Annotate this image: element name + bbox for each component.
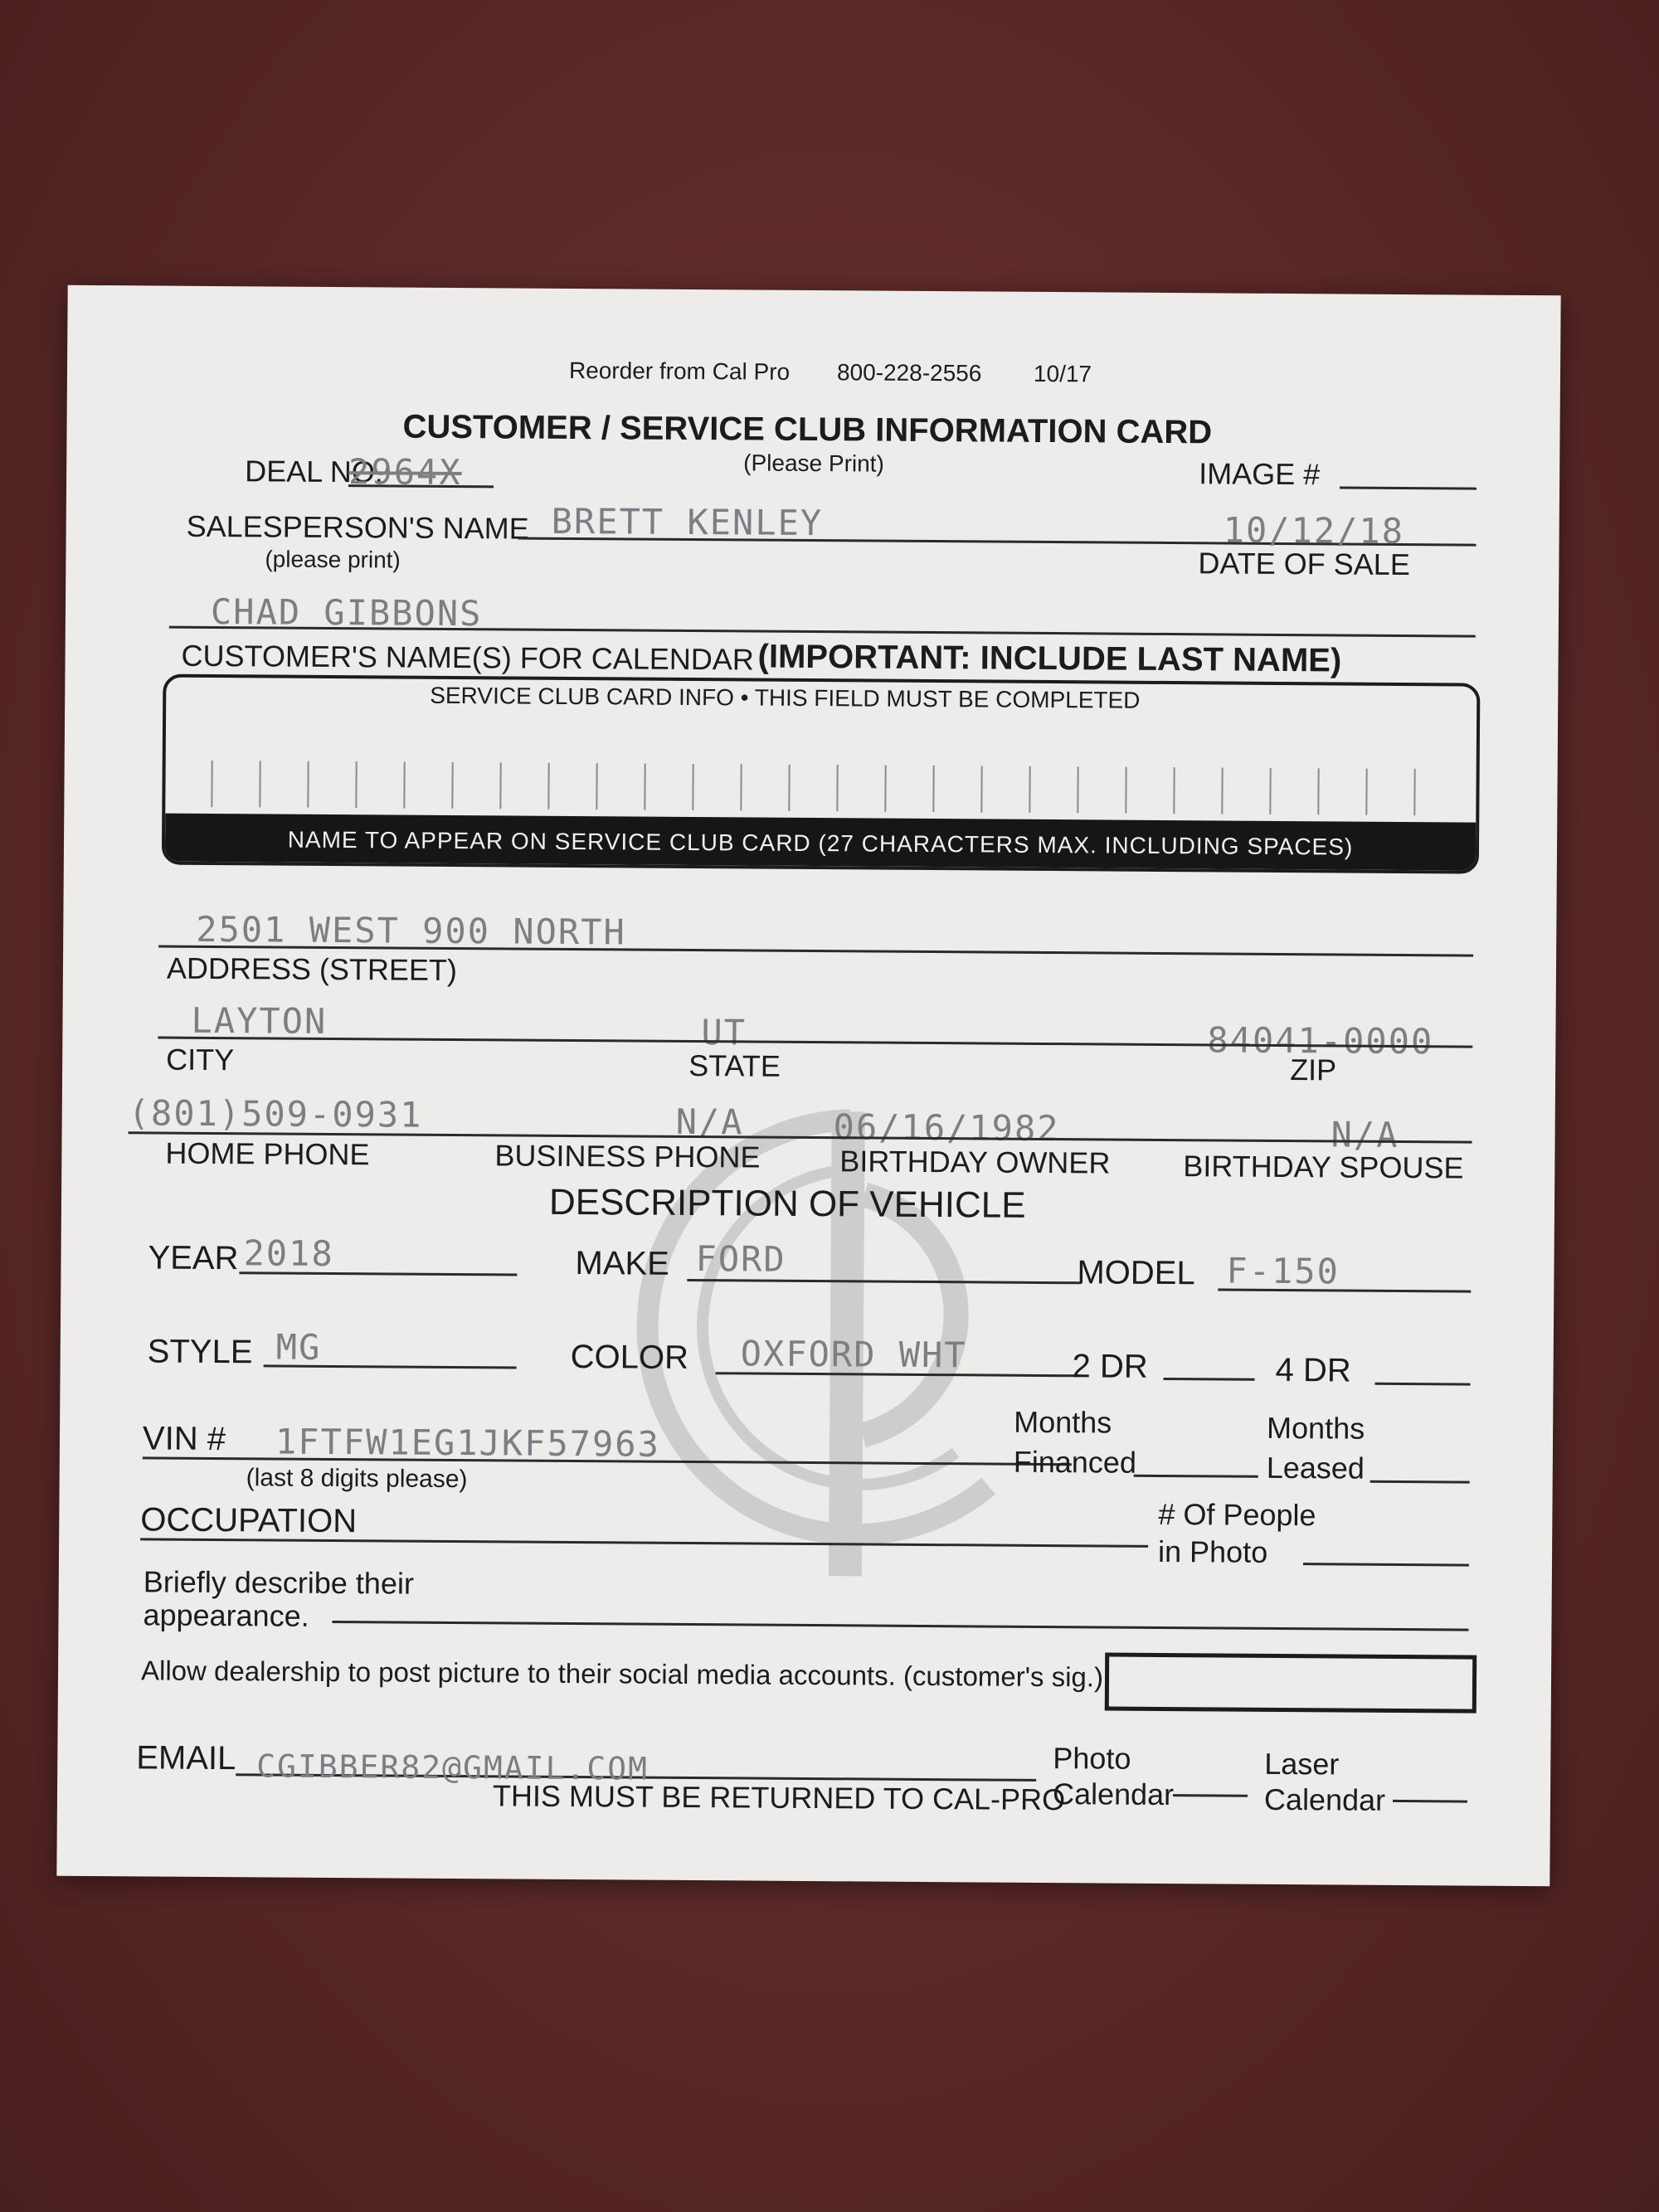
customer-name-value[interactable]: CHAD GIBBONS xyxy=(210,591,483,634)
months-financed-line xyxy=(1134,1475,1258,1478)
birthday-owner-label: BIRTHDAY OWNER xyxy=(839,1144,1111,1180)
reorder-text: Reorder from Cal Pro xyxy=(568,357,791,385)
city-value[interactable]: LAYTON xyxy=(191,999,328,1042)
model-label: MODEL xyxy=(1077,1254,1195,1292)
style-value[interactable]: MG xyxy=(275,1326,322,1368)
birthday-owner-value[interactable]: 06/16/1982 xyxy=(833,1106,1060,1150)
vin-value[interactable]: 1FTFW1EG1JKF57963 xyxy=(275,1421,661,1465)
state-label: STATE xyxy=(688,1048,781,1083)
months-leased-label-2: Leased xyxy=(1266,1450,1365,1485)
occupation-label: OCCUPATION xyxy=(140,1501,358,1540)
months-financed-label-1: Months xyxy=(1014,1404,1112,1440)
months-leased-line xyxy=(1370,1480,1470,1484)
date-of-sale-label: DATE OF SALE xyxy=(1198,546,1410,582)
deal-no-value[interactable]: 2964X xyxy=(348,451,462,493)
birthday-spouse-value[interactable]: N/A xyxy=(1331,1114,1399,1155)
two-door-label: 2 DR xyxy=(1072,1348,1148,1385)
state-value[interactable]: UT xyxy=(701,1012,747,1053)
months-financed-label-2: Financed xyxy=(1013,1444,1137,1480)
service-club-character-ticks[interactable] xyxy=(165,761,1476,819)
describe-label-2: appearance. xyxy=(143,1597,309,1633)
four-door-line xyxy=(1374,1383,1470,1386)
make-value[interactable]: FORD xyxy=(695,1238,786,1280)
social-media-consent-label: Allow dealership to post picture to their social media accounts. (customer's sig.) xyxy=(140,1655,1104,1693)
salesperson-value[interactable]: BRETT KENLEY xyxy=(551,500,824,544)
address-value[interactable]: 2501 WEST 900 NORTH xyxy=(196,908,626,953)
name-on-card-bar xyxy=(165,814,1476,871)
city-label: CITY xyxy=(166,1042,235,1077)
customer-names-label: CUSTOMER'S NAME(S) FOR CALENDAR xyxy=(181,638,755,677)
style-label: STYLE xyxy=(147,1333,253,1371)
home-phone-label: HOME PHONE xyxy=(165,1135,370,1172)
num-people-line xyxy=(1303,1563,1469,1566)
appearance-line xyxy=(332,1621,1468,1631)
num-people-label-2: in Photo xyxy=(1157,1534,1268,1569)
service-club-box xyxy=(162,674,1481,874)
address-label: ADDRESS (STREET) xyxy=(166,950,458,988)
zip-label: ZIP xyxy=(1290,1053,1337,1087)
make-label: MAKE xyxy=(575,1245,670,1282)
email-value[interactable]: CGIBBER82@GMAIL.COM xyxy=(256,1748,649,1787)
form-code: 10/17 xyxy=(1033,360,1092,387)
photo-calendar-label-2: Calendar xyxy=(1052,1777,1175,1812)
style-line xyxy=(264,1364,517,1369)
business-phone-label: BUSINESS PHONE xyxy=(494,1138,761,1174)
num-people-label-1: # Of People xyxy=(1158,1496,1316,1533)
vehicle-heading: DESCRIPTION OF VEHICLE xyxy=(548,1181,1026,1226)
last-eight-note: (last 8 digits please) xyxy=(246,1464,468,1494)
model-value[interactable]: F-150 xyxy=(1226,1250,1340,1292)
year-label: YEAR xyxy=(148,1239,239,1277)
color-value[interactable]: OXFORD WHT xyxy=(740,1333,967,1376)
customer-signature-box[interactable] xyxy=(1105,1653,1477,1714)
birthday-spouse-label: BIRTHDAY SPOUSE xyxy=(1183,1149,1464,1185)
two-door-line xyxy=(1164,1378,1255,1381)
describe-label-1: Briefly describe their xyxy=(143,1564,415,1601)
email-label: EMAIL xyxy=(136,1739,236,1777)
laser-calendar-line xyxy=(1393,1800,1467,1803)
year-line xyxy=(239,1271,517,1276)
zip-value[interactable]: 84041-0000 xyxy=(1207,1019,1434,1062)
image-no-line xyxy=(1340,486,1477,489)
model-line xyxy=(1218,1288,1471,1292)
return-notice: THIS MUST BE RETURNED TO CAL-PRO xyxy=(492,1778,1066,1817)
information-card xyxy=(56,285,1560,1887)
date-of-sale-value[interactable]: 10/12/18 xyxy=(1223,509,1405,552)
please-print-small: (please print) xyxy=(265,546,401,573)
year-value[interactable]: 2018 xyxy=(243,1232,334,1275)
reorder-phone: 800-228-2556 xyxy=(836,359,982,386)
color-label: COLOR xyxy=(570,1339,689,1376)
business-phone-value[interactable]: N/A xyxy=(675,1101,744,1143)
salesperson-label: SALESPERSON'S NAME xyxy=(186,508,529,546)
four-door-label: 4 DR xyxy=(1275,1351,1351,1389)
image-no-label: IMAGE # xyxy=(1199,456,1321,492)
laser-calendar-label-1: Laser xyxy=(1264,1746,1340,1782)
photo-calendar-line xyxy=(1173,1794,1248,1797)
months-leased-label-1: Months xyxy=(1266,1410,1365,1446)
photo-calendar-label-1: Photo xyxy=(1053,1741,1131,1776)
service-club-info-label: SERVICE CLUB CARD INFO • THIS FIELD MUST BE COMPLETED xyxy=(430,682,1141,713)
vin-label: VIN # xyxy=(142,1420,226,1458)
name-on-card-label: NAME TO APPEAR ON SERVICE CLUB CARD (27 CHARACTERS MAX. INCLUDING SPACES) xyxy=(287,826,1354,860)
please-print-note: (Please Print) xyxy=(743,450,884,477)
important-note: (IMPORTANT: INCLUDE LAST NAME) xyxy=(757,638,1342,679)
card-title: CUSTOMER / SERVICE CLUB INFORMATION CARD xyxy=(402,408,1213,451)
deal-no-label: DEAL NO. xyxy=(245,454,384,489)
home-phone-value[interactable]: (801)509-0931 xyxy=(128,1092,423,1135)
laser-calendar-label-2: Calendar xyxy=(1263,1782,1386,1817)
